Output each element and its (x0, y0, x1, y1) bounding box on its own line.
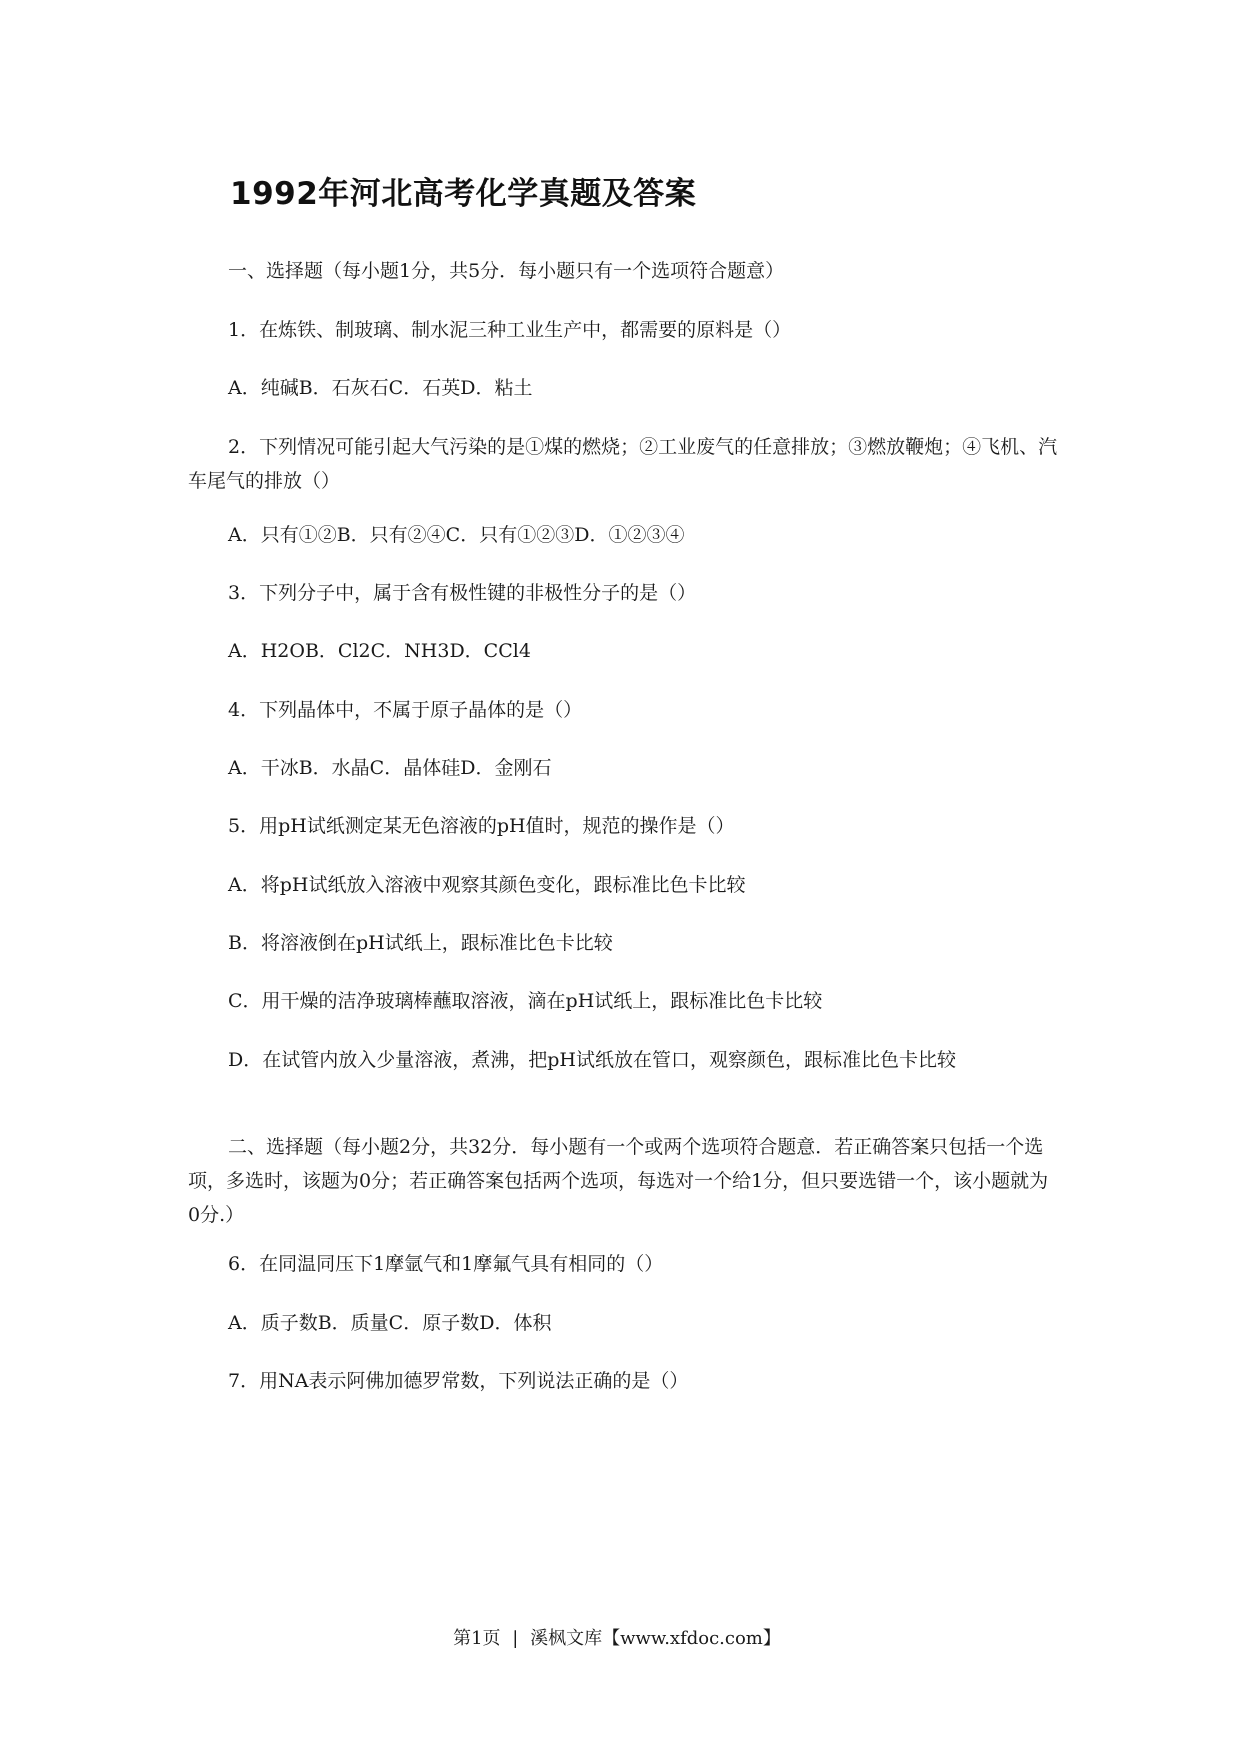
question-5-option-d: D．在试管内放入少量溶液，煮沸，把pH试纸放在管口，观察颜色，跟标准比色卡比较 (228, 1049, 956, 1071)
question-5: 5．用pH试纸测定某无色溶液的pH值时，规范的操作是（） (228, 815, 735, 837)
page-number: 第1页 (453, 1628, 501, 1649)
footer-separator: | (512, 1628, 519, 1649)
question-3-options: A．H2OB．Cl2C．NH3D．CCl4 (228, 640, 531, 662)
page-footer (0, 1624, 1234, 1650)
question-1: 1．在炼铁、制玻璃、制水泥三种工业生产中，都需要的原料是（） (228, 319, 792, 341)
question-3: 3．下列分子中，属于含有极性键的非极性分子的是（） (228, 582, 697, 604)
section-heading-2: 二、选择题（每小题2分，共32分．每小题有一个或两个选项符合题意．若正确答案只包括一个选项，多选时，该题为0分；若正确答案包括两个选项，每选对一个给1分，但只要选错一个，该小题就为0分.） (188, 1136, 1049, 1226)
question-6-options: A．质子数B．质量C．原子数D．体积 (228, 1312, 552, 1334)
question-1-options: A．纯碱B．石灰石C．石英D．粘土 (228, 377, 533, 399)
question-5-option-c: C．用干燥的洁净玻璃棒蘸取溶液，滴在pH试纸上，跟标准比色卡比较 (228, 990, 823, 1012)
question-7: 7．用NA表示阿佛加德罗常数，下列说法正确的是（） (228, 1370, 689, 1392)
question-5-option-b: B．将溶液倒在pH试纸上，跟标准比色卡比较 (228, 932, 613, 954)
question-5-option-a: A．将pH试纸放入溶液中观察其颜色变化，跟标准比色卡比较 (228, 874, 746, 896)
question-4-options: A．干冰B．水晶C．晶体硅D．金刚石 (228, 757, 552, 779)
question-4: 4．下列晶体中，不属于原子晶体的是（） (228, 699, 583, 721)
question-2: 2．下列情况可能引起大气污染的是①煤的燃烧；②工业废气的任意排放；③燃放鞭炮；④飞机、汽车尾气的排放（） (188, 436, 1058, 492)
question-6: 6．在同温同压下1摩氩气和1摩氟气具有相同的（） (228, 1253, 664, 1275)
question-2-options: A．只有①②B．只有②④C．只有①②③D．①②③④ (228, 524, 685, 546)
footer-site: 溪枫文库【www.xfdoc.com】 (530, 1628, 781, 1649)
section-heading-1: 一、选择题（每小题1分，共5分．每小题只有一个选项符合题意） (228, 260, 785, 282)
document-title: 1992年河北高考化学真题及答案 (230, 176, 697, 212)
